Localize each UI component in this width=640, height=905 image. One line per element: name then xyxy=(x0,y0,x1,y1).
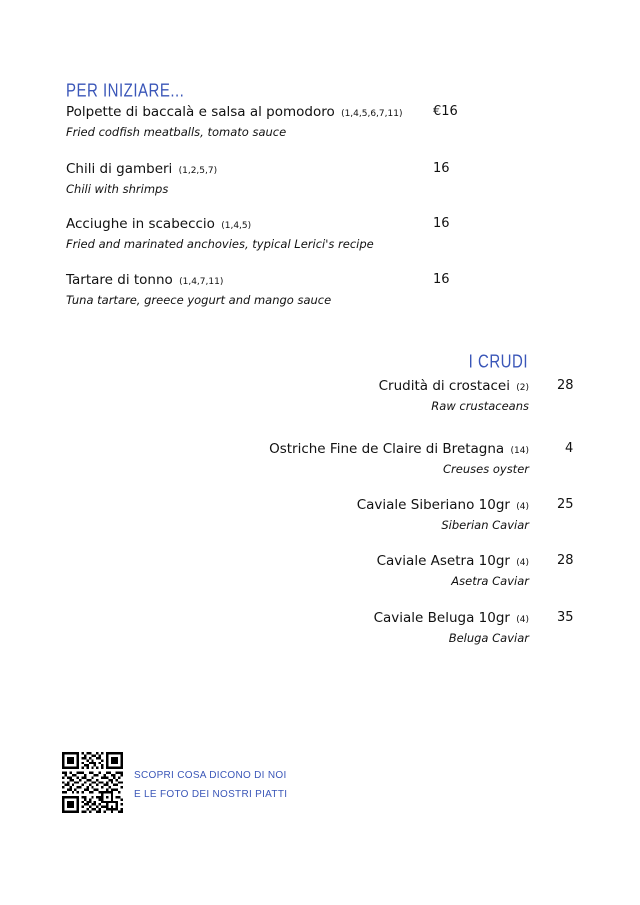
menu-item xyxy=(66,160,217,198)
starters-section-title: PER INIZIARE... xyxy=(66,80,185,102)
item-name-line xyxy=(66,160,217,180)
item-allergens: (1,2,5,7) xyxy=(178,166,218,176)
item-name-line xyxy=(66,103,402,123)
item-allergens: (14) xyxy=(510,446,529,456)
item-allergens: (4) xyxy=(516,615,529,625)
item-name-line xyxy=(66,215,374,235)
item-description: Fried and marinated anchovies, typical Lerici's recipe xyxy=(66,237,374,251)
item-description: Raw crustaceans xyxy=(431,399,529,413)
item-description: Chili with shrimps xyxy=(66,182,169,196)
menu-item xyxy=(374,609,529,647)
item-allergens: (2) xyxy=(516,383,529,393)
item-price: 16 xyxy=(433,272,450,287)
qr-caption-line1: SCOPRI COSA DICONO DI NOI xyxy=(134,770,287,781)
item-name: Chili di gamberi xyxy=(66,161,173,177)
item-name: Ostriche Fine de Claire di Bretagna xyxy=(269,441,505,457)
item-price: 16 xyxy=(433,161,450,176)
item-name: Polpette di baccalà e salsa al pomodoro xyxy=(66,104,335,120)
item-name-line xyxy=(269,440,529,460)
menu-item xyxy=(377,552,529,590)
item-name-line xyxy=(374,609,529,629)
menu-item xyxy=(357,496,529,534)
item-description: Siberian Caviar xyxy=(441,518,529,532)
item-name-line xyxy=(357,496,529,516)
crudi-section-title: I CRUDI xyxy=(468,351,528,373)
item-name: Caviale Siberiano 10gr xyxy=(356,497,510,513)
item-description: Tuna tartare, greece yogurt and mango sauce xyxy=(66,293,332,307)
item-price: 25 xyxy=(557,497,574,512)
item-description: Asetra Caviar xyxy=(451,574,529,588)
item-price: €16 xyxy=(433,104,458,119)
item-name: Caviale Beluga 10gr xyxy=(373,610,510,626)
item-allergens: (1,4,7,11) xyxy=(179,277,224,287)
item-name: Crudità di crostacei xyxy=(378,378,510,394)
item-name-line xyxy=(66,271,331,291)
item-description: Fried codfish meatballs, tomato sauce xyxy=(66,125,287,139)
item-name: Acciughe in scabeccio xyxy=(66,216,215,232)
item-price: 28 xyxy=(557,553,574,568)
item-price: 16 xyxy=(433,216,450,231)
item-description: Beluga Caviar xyxy=(448,631,529,645)
item-name: Caviale Asetra 10gr xyxy=(376,553,510,569)
item-price: 28 xyxy=(557,378,574,393)
qr-caption-line2: E LE FOTO DEI NOSTRI PIATTI xyxy=(134,789,288,800)
item-allergens: (4) xyxy=(516,502,529,512)
item-allergens: (4) xyxy=(516,558,529,568)
item-allergens: (1,4,5) xyxy=(221,221,252,231)
qr-code-icon[interactable] xyxy=(62,752,123,813)
item-name: Tartare di tonno xyxy=(66,272,173,288)
menu-item xyxy=(379,377,529,415)
item-price: 35 xyxy=(557,610,574,625)
menu-item xyxy=(66,215,374,253)
menu-item xyxy=(269,440,529,478)
item-name-line xyxy=(377,552,529,572)
menu-item xyxy=(66,103,402,141)
menu-item xyxy=(66,271,331,309)
item-allergens: (1,4,5,6,7,11) xyxy=(341,109,403,119)
item-description: Creuses oyster xyxy=(443,462,529,476)
item-price: 4 xyxy=(565,441,574,456)
item-name-line xyxy=(379,377,529,397)
